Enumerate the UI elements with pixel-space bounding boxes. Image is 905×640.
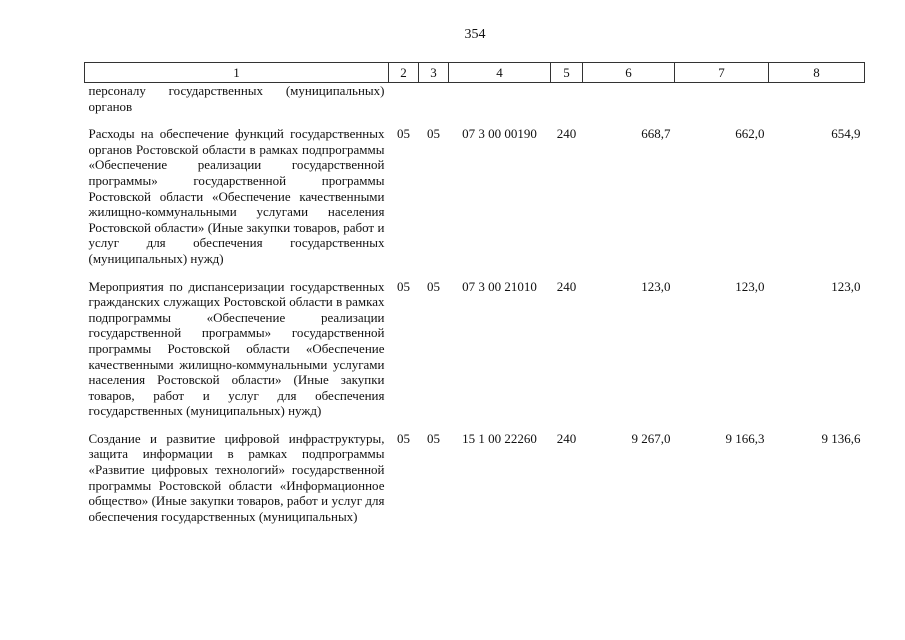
row-subsection: 05 — [427, 126, 440, 142]
column-header-8: 8 — [769, 63, 865, 83]
table-header-row — [85, 63, 865, 83]
row-name: Расходы на обеспечение функций государственных органов Ростовской области в рамках подпрограммы «Обеспечение реализации государственной программы» государственной программы Ростовской области «Обеспечение качественными жилищно-коммунальными услугами населения Ростовской области» (Иные закупки товаров, работ и услуг для обеспечения государственных (муниципальных) нужд) — [88, 126, 385, 266]
row-amount-year-3: 123,0 — [831, 278, 861, 294]
row-section: 05 — [397, 126, 410, 142]
row-target-code — [449, 83, 551, 115]
row-target-code: 07 3 00 21010 — [462, 278, 537, 294]
row-subsection — [419, 83, 449, 115]
page-number: 354 — [464, 27, 486, 42]
row-expense-type — [551, 83, 583, 115]
table-row — [85, 419, 865, 525]
row-amount-year-1: 668,7 — [641, 126, 671, 142]
column-header-2: 2 — [389, 63, 419, 83]
table-row — [85, 114, 865, 266]
row-amount-year-1: 123,0 — [641, 278, 671, 294]
row-amount-year-3: 654,9 — [831, 126, 861, 142]
row-amount-year-2 — [675, 83, 769, 115]
row-section — [389, 83, 419, 115]
row-amount-year-2: 123,0 — [735, 278, 765, 294]
budget-table — [84, 62, 865, 524]
row-amount-year-2: 9 166,3 — [725, 430, 765, 446]
column-header-5: 5 — [551, 63, 583, 83]
row-amount-year-3: 9 136,6 — [821, 430, 861, 446]
row-amount-year-1 — [583, 83, 675, 115]
column-header-1: 1 — [85, 63, 389, 83]
row-section: 05 — [397, 430, 410, 446]
row-amount-year-1: 9 267,0 — [631, 430, 671, 446]
column-header-7: 7 — [675, 63, 769, 83]
row-target-code: 15 1 00 22260 — [462, 430, 537, 446]
row-subsection: 05 — [427, 430, 440, 446]
row-name: Мероприятия по диспансеризации государственных гражданских служащих Ростовской области в рамках подпрограммы «Обеспечение реализации государственной программы» государственной программы Ростовской области «Обеспечение качественными жилищно-коммунальными услугами населения Ростовской области» (Иные закупки товаров, работ и услуг для обеспечения государственных (муниципальных) нужд) — [88, 278, 385, 419]
row-name: Создание и развитие цифровой инфраструктуры, защита информации в рамках подпрограммы «Развитие цифровых технологий» государственной программы Ростовской области «Информационное общество» (Иные закупки товаров, работ и услуг для обеспечения государственных (муниципальных) — [88, 430, 385, 524]
row-section: 05 — [397, 278, 410, 294]
column-header-6: 6 — [583, 63, 675, 83]
row-expense-type: 240 — [556, 430, 577, 446]
column-header-3: 3 — [419, 63, 449, 83]
table-row — [85, 83, 865, 115]
row-amount-year-3 — [769, 83, 865, 115]
row-expense-type: 240 — [556, 278, 577, 294]
row-target-code: 07 3 00 00190 — [462, 126, 537, 142]
column-header-4: 4 — [449, 63, 551, 83]
row-expense-type: 240 — [556, 126, 577, 142]
row-amount-year-2: 662,0 — [735, 126, 765, 142]
row-subsection: 05 — [427, 278, 440, 294]
table-row — [85, 267, 865, 419]
row-name: персоналу государственных (муниципальных) органов — [88, 83, 385, 114]
